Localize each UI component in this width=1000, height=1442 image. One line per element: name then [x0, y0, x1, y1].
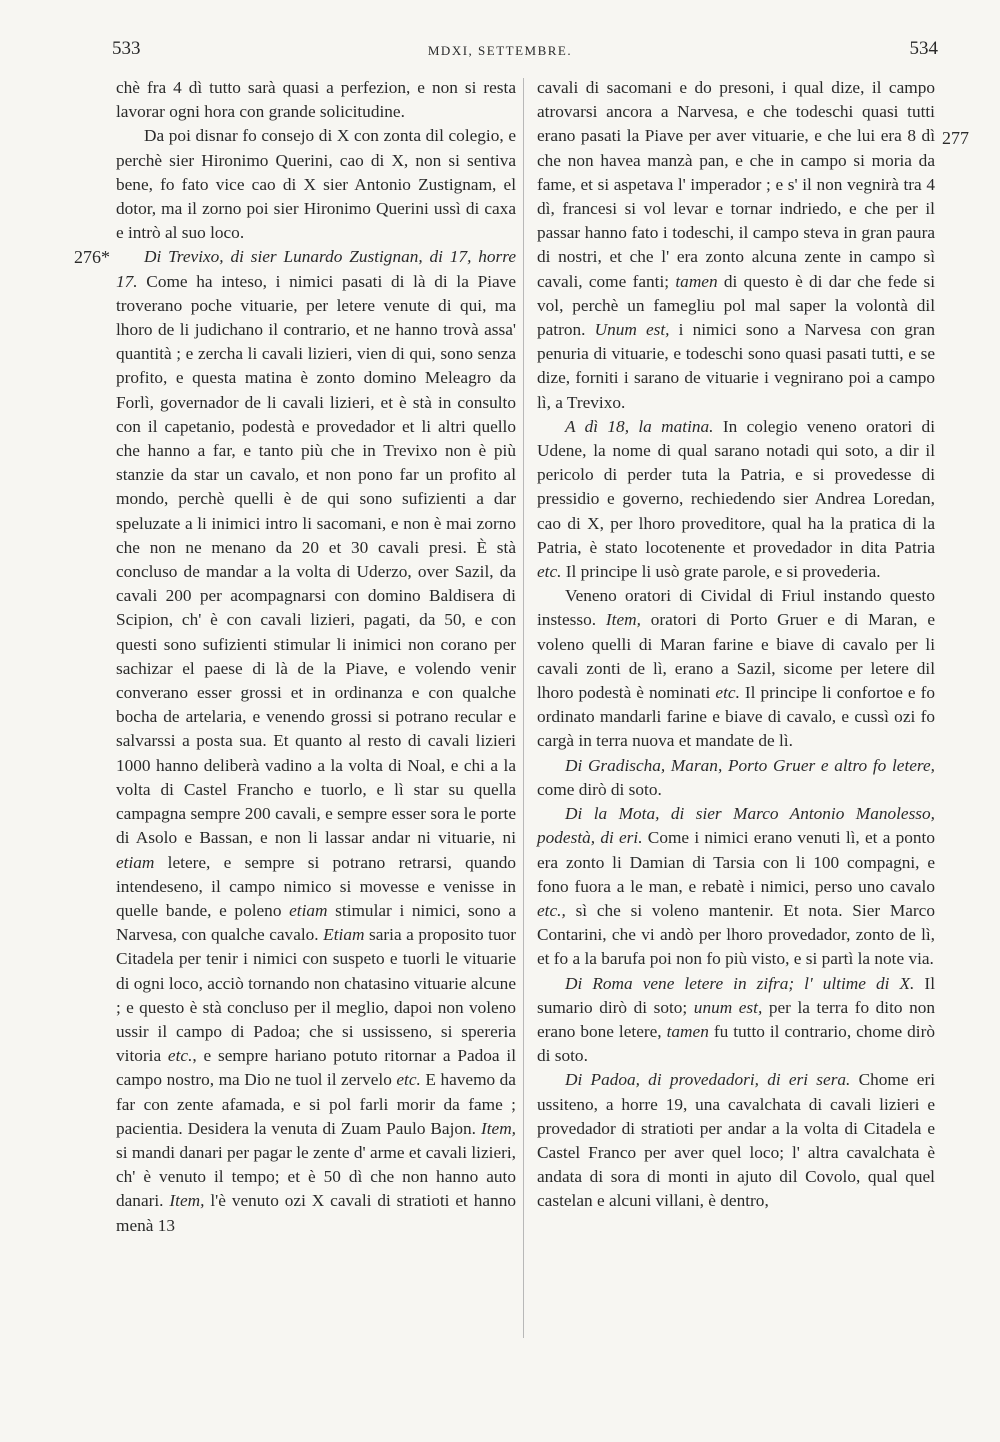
text-run: Il principe li usò grate parole, e si provederia. [561, 562, 881, 582]
paragraph-heading: Di Trevixo, di sier Lunardo Zustignan, di 17, horre 17. [116, 247, 516, 291]
text-run: si mandi danari per pagar le zente d' arme et cavali lizieri, ch' è venuto il tempo; et è 50 dì che non hanno auto danari. [116, 1142, 516, 1211]
text-run: per la terra fo dito non erano bone letere, [537, 997, 935, 1041]
text-run: Il sumario dirò di soto; [537, 973, 935, 1017]
paragraph-heading: A dì 18, la matina. [565, 416, 714, 436]
text-run: fu tutto il contrario, chome dirò di soto. [537, 1021, 936, 1066]
margin-note-left: 276* [74, 247, 110, 267]
text-run: Unum est, [594, 320, 670, 340]
text-run: Come ha inteso, i nimici pasati di là di la Piave troverano poche vituarie, per letere venute di qui, ma lhoro de li judichano il contrario, et ne hanno trovà assa' quantità ; e zercha li cavali lizieri, vien di qui, sono senza profito, e questa matina è zonto domino Meleagro da Forlì, governador de li cavali lizieri, et è stà in consulto con il capetanio, podestà e provedador et li altri quello che hanno a far, e tanto più che in Trevixo non è più stanzie da star un cavalo, et non pono far un profito al mondo, perchè quelli è de qui sono sufizienti a dar speluzate a li inimici intro li sacomani, e non è mai zorno che non ne menano da 20 et 30 cavali presi. È stà concluso de mandar a la volta di Uderzo, over Sazil, da cavali 200 per acompagnarsi con domino Baldisera di Scipion, ch' è con cavali lizieri, pagati, da 50, e con questi sono sufizienti stimular li inimici non corano per sachizar el paese di là de la Piave, e volendo venir converano esser grossi et in ordinanza e con qualche bocha de artelaria, e venendo grossi si potrano recular e salvarssi a posta sua. Et quanto al resto di cavali lizieri 1000 hanno deliberà vadino a la volta di Noal, e chi a la volta di Castel Francho e tuorlo, e lì star su quella campagna sempre 200 cavali, e sempre esser sora le porte di Asolo e Bassan, e non li lassar andar ni vituarie, ni [116, 271, 516, 848]
text-run: etc. [167, 1046, 193, 1066]
page-header [0, 38, 1000, 68]
text-run: Veneno oratori di Cividal di Friul instando questo instesso. [537, 586, 935, 630]
paragraph [537, 76, 935, 415]
paragraph-heading: Di Roma vene letere in zifra; l' ultime di X. [565, 973, 915, 993]
text-run: unum est, [693, 997, 763, 1017]
text-run: Il principe li confortoe e fo ordinato mandarli farine e biave di cavalo, e cussì ozi fo cargà in terra nuova et mandate de lì. [537, 683, 936, 751]
text-run: etc. [537, 562, 562, 582]
page-number-left: 533 [112, 38, 141, 59]
text-run: l'è venuto ozi X cavali di stratioti et hanno menà 13 [116, 1191, 516, 1235]
paragraph-heading: Di Gradischa, Maran, Porto Gruer e altro fo letere, [565, 755, 935, 775]
right-column [537, 76, 935, 1214]
text-run: i nimici sono a Narvesa con gran penuria di vituarie, e todeschi sono quasi pasati tutti, e se dize, forniti i sarano de vituarie i vegnirano poi a campo lì, a Trevixo. [537, 320, 935, 412]
paragraph-heading: Di la Mota, di sier Marco Antonio Manolesso, podestà, di eri. [537, 804, 935, 848]
text-run: tamen [666, 1021, 709, 1041]
paragraph: chè fra 4 dì tutto sarà quasi a perfezion, e non si resta lavorar ogni hora con grande solicitudine. [116, 78, 516, 122]
paragraph [537, 1068, 935, 1213]
page-number-right: 534 [909, 38, 938, 59]
text-run: Etiam [323, 925, 365, 945]
column-divider [523, 78, 524, 1338]
text-run: come dirò di soto. [537, 779, 662, 799]
text-run: cavali di sacomani e do presoni, i qual dize, il campo atrovarsi ancora a Narvesa, e che todeschi quasi tutti erano pasati la Piave per aver vituarie, e che lui era 8 dì che non havea manzà pan, e che in campo si moria da fame, et si aspetava l' imperador ; e s' il non vegnirà tra 4 dì, francesi si vol levar e tornar indriedo, e che per il passar hanno fato i todeschi, il campo steva in gran paura di nostri, et che l' era zonto alcuna zente in campo sì cavali, come fanti; [537, 78, 935, 291]
text-run: sì che si voleno mantenir. Et nota. Sier Marco Contarini, che vi andò per lhoro provedador, zonto de lì, et fo a la barufa poi non fo più visto, e si partì la note via. [537, 900, 935, 969]
text-run: E havemo da far con zente afamada, e si pol farli morir da fame ; pacientia. Desidera la venuta di Zuam Paulo Bajon. [116, 1070, 516, 1138]
left-column [116, 76, 516, 1238]
running-title: MDXI, SETTEMBRE. [427, 43, 573, 58]
paragraph [537, 972, 935, 1069]
text-run: In colegio veneno oratori di Udene, la nome di qual sarano notadi qui soto, a dir il pericolo di perder tuta la Patria, e si provedesse di pressidio e governo, rechiedendo sier Andrea Loredan, cao di X, per lhoro proveditore, qual ha la pratica di la Patria, è stato locotenente et provedador in dita Patria [537, 416, 935, 557]
text-run: oratori di Porto Gruer e di Maran, e voleno quelli di Maran farine e biave di cavalo per li cavali zonti de lì, erano a Sazil, sicome per letere dil lhoro podestà è nominati [537, 610, 935, 703]
paragraph: Da poi disnar fo consejo di X con zonta dil colegio, e perchè sier Hironimo Querini, cao di X, non si sentiva bene, fo fato vice cao di X sier Antonio Zustignam, el dotor, ma il zorno poi sier Hironimo Querini ussì di caxa e intrò al suo loco. [116, 126, 516, 243]
text-run: Come i nimici erano venuti lì, et a ponto era zonto li Damian di Tarsia con li 100 compagni, e fono fuora a le man, e rebatè i nimici, perso uno cavalo [537, 828, 936, 896]
paragraph [537, 754, 935, 802]
text-run: Item, [169, 1191, 205, 1211]
text-run: tamen [675, 271, 718, 291]
paragraph [116, 245, 516, 1237]
paragraph-heading: Di Padoa, di provedadori, di eri sera. [565, 1070, 851, 1090]
text-run: stimular i nimici, sono a Narvesa, con qualche cavalo. [116, 900, 516, 945]
text-run: letere, e sempre si potrano retrarsi, quando intendeseno, il campo nimico si movesse e venisse in quelle bande, e poleno [116, 852, 516, 920]
text-run: Item, [480, 1118, 516, 1138]
margin-note-right: 277 [942, 128, 969, 148]
paragraph [537, 415, 935, 584]
paragraph [537, 802, 935, 971]
text-run: saria a proposito tuor Citadela per tenir i nimici con suspeto e tuorli le vituarie di ogni loco, acciò tornando non chatasino vituarie alcune ; e questo è stà concluso per il meglio, dapoi non voleno ussir il campo di Padoa; che si ussisseno, si spereria vitoria [116, 925, 517, 1066]
text-run: , e sempre hariano potuto ritornar a Padoa il campo nostro, ma Dio ne tuol il zervelo [116, 1046, 517, 1090]
paragraph [537, 584, 935, 753]
text-run: etiam [116, 852, 155, 872]
text-run: etc. [396, 1070, 421, 1090]
text-run: Chome eri ussiteno, a horre 19, una cavalchata di cavali lizieri e provedador di stratioti per andar a la volta di Citadela e Castel Franco per aver quel loco; l' altra cavalchata è andata di sora di monti in ajuto dil Covolo, qual quel castelan e alcuni villani, è dentro, [537, 1070, 935, 1211]
text-run: di questo è di dar che fede si vol, perchè un famegliu pol mal saper la volontà dil patron. [537, 271, 935, 340]
text-run: etc., [537, 900, 566, 920]
text-run: etc. [715, 683, 740, 703]
text-run: Item, [605, 610, 641, 630]
text-run: etiam [289, 900, 328, 920]
